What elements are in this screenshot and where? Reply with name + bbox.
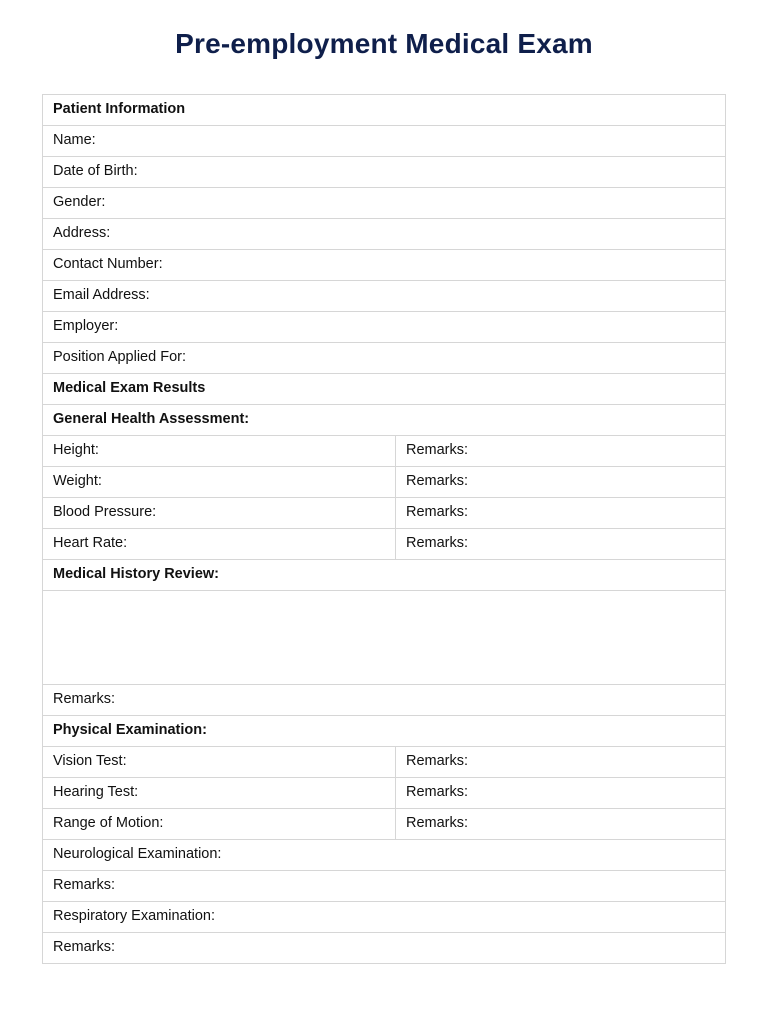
form-row [43,467,726,498]
vision-test-remarks-field[interactable]: Remarks: [396,747,726,778]
medical-results-heading: Medical Exam Results [43,374,726,405]
neurological-exam-field[interactable]: Neurological Examination: [43,840,726,871]
dob-field[interactable]: Date of Birth: [43,157,726,188]
subsection-header-row [43,560,726,591]
form-row [43,747,726,778]
medical-history-heading: Medical History Review: [43,560,726,591]
form-row [43,312,726,343]
form-row [43,529,726,560]
subsection-header-row [43,716,726,747]
form-row [43,281,726,312]
vision-test-field[interactable]: Vision Test: [43,747,396,778]
blood-pressure-remarks-field[interactable]: Remarks: [396,498,726,529]
height-field[interactable]: Height: [43,436,396,467]
employer-field[interactable]: Employer: [43,312,726,343]
hearing-test-remarks-field[interactable]: Remarks: [396,778,726,809]
form-row [43,250,726,281]
form-row [43,436,726,467]
page-title: Pre-employment Medical Exam [175,28,593,59]
weight-remarks-field[interactable]: Remarks: [396,467,726,498]
form-row [43,157,726,188]
heart-rate-field[interactable]: Heart Rate: [43,529,396,560]
blood-pressure-field[interactable]: Blood Pressure: [43,498,396,529]
general-health-heading: General Health Assessment: [43,405,726,436]
heart-rate-remarks-field[interactable]: Remarks: [396,529,726,560]
patient-info-heading: Patient Information [43,95,726,126]
weight-field[interactable]: Weight: [43,467,396,498]
exam-form-table [42,94,726,964]
form-row [43,778,726,809]
form-row [43,219,726,250]
form-row [43,840,726,871]
form-row [43,685,726,716]
neurological-remarks-field[interactable]: Remarks: [43,871,726,902]
name-field[interactable]: Name: [43,126,726,157]
subsection-header-row [43,405,726,436]
form-row [43,591,726,685]
form-row [43,126,726,157]
medical-history-remarks-field[interactable]: Remarks: [43,685,726,716]
range-of-motion-remarks-field[interactable]: Remarks: [396,809,726,840]
respiratory-exam-field[interactable]: Respiratory Examination: [43,902,726,933]
section-header-row [43,374,726,405]
email-address-field[interactable]: Email Address: [43,281,726,312]
form-row [43,809,726,840]
position-applied-field[interactable]: Position Applied For: [43,343,726,374]
section-header-row [43,95,726,126]
range-of-motion-field[interactable]: Range of Motion: [43,809,396,840]
respiratory-remarks-field[interactable]: Remarks: [43,933,726,964]
form-row [43,902,726,933]
gender-field[interactable]: Gender: [43,188,726,219]
medical-history-area[interactable] [43,591,726,685]
address-field[interactable]: Address: [43,219,726,250]
form-row [43,343,726,374]
form-row [43,188,726,219]
hearing-test-field[interactable]: Hearing Test: [43,778,396,809]
physical-exam-heading: Physical Examination: [43,716,726,747]
contact-number-field[interactable]: Contact Number: [43,250,726,281]
height-remarks-field[interactable]: Remarks: [396,436,726,467]
form-row [43,871,726,902]
form-row [43,933,726,964]
form-row [43,498,726,529]
